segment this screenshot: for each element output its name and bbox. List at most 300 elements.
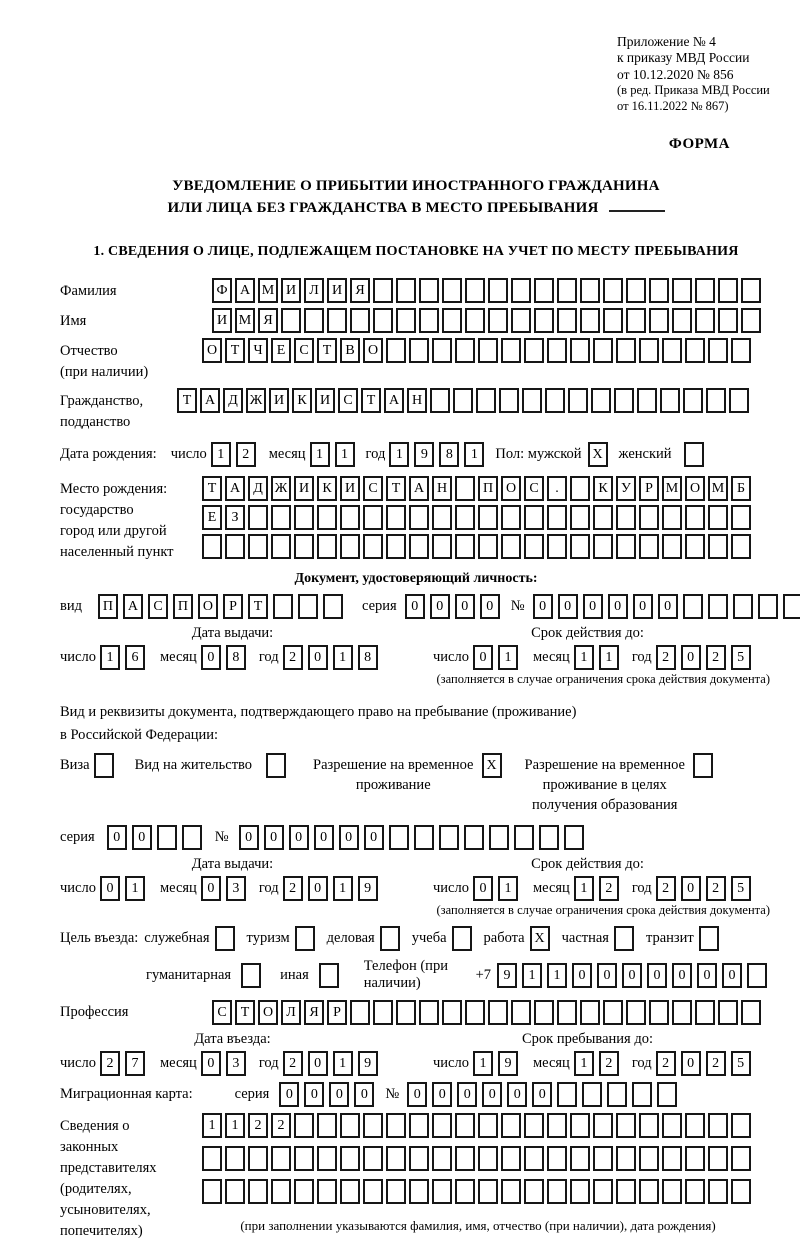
- char-cell[interactable]: [271, 1146, 291, 1171]
- char-cell[interactable]: [350, 308, 370, 333]
- char-cell[interactable]: [432, 1179, 452, 1204]
- char-cell[interactable]: О: [685, 476, 705, 501]
- char-cell[interactable]: 2: [283, 876, 303, 901]
- purpose-tourism-checkbox[interactable]: [295, 926, 318, 951]
- char-cell[interactable]: П: [98, 594, 118, 619]
- char-cell[interactable]: .: [547, 476, 567, 501]
- char-cell[interactable]: 0: [132, 825, 152, 850]
- char-cell[interactable]: 0: [572, 963, 592, 988]
- char-cell[interactable]: 0: [107, 825, 127, 850]
- char-cell[interactable]: К: [593, 476, 613, 501]
- char-cell[interactable]: 3: [226, 1051, 246, 1076]
- char-cell[interactable]: [593, 505, 613, 530]
- char-cell[interactable]: Я: [304, 1000, 324, 1025]
- char-cell[interactable]: [582, 1082, 602, 1107]
- char-cell[interactable]: А: [384, 388, 404, 413]
- char-cell[interactable]: Т: [386, 476, 406, 501]
- char-cell[interactable]: [718, 278, 738, 303]
- doc-number-cells[interactable]: [533, 594, 800, 619]
- char-cell[interactable]: [455, 505, 475, 530]
- char-cell[interactable]: [386, 505, 406, 530]
- char-cell[interactable]: [271, 534, 291, 559]
- char-cell[interactable]: 2: [248, 1113, 268, 1138]
- char-cell[interactable]: С: [148, 594, 168, 619]
- char-cell[interactable]: [396, 308, 416, 333]
- char-cell[interactable]: [741, 1000, 761, 1025]
- char-cell[interactable]: 6: [125, 645, 145, 670]
- char-cell[interactable]: [616, 505, 636, 530]
- char-cell[interactable]: 0: [533, 594, 553, 619]
- phone-cells[interactable]: [497, 963, 772, 988]
- char-cell[interactable]: [657, 1082, 677, 1107]
- char-cell[interactable]: [202, 534, 222, 559]
- char-cell[interactable]: [294, 534, 314, 559]
- issue-month-cells[interactable]: [201, 645, 251, 670]
- char-cell[interactable]: [225, 534, 245, 559]
- char-cell[interactable]: [733, 594, 753, 619]
- char-cell[interactable]: Р: [327, 1000, 347, 1025]
- char-cell[interactable]: X: [588, 442, 608, 467]
- char-cell[interactable]: [380, 926, 400, 951]
- char-cell[interactable]: [568, 388, 588, 413]
- char-cell[interactable]: 1: [310, 442, 330, 467]
- char-cell[interactable]: К: [292, 388, 312, 413]
- char-cell[interactable]: [488, 1000, 508, 1025]
- char-cell[interactable]: [386, 1113, 406, 1138]
- char-cell[interactable]: П: [173, 594, 193, 619]
- char-cell[interactable]: [626, 308, 646, 333]
- char-cell[interactable]: 0: [308, 876, 328, 901]
- char-cell[interactable]: [409, 1146, 429, 1171]
- char-cell[interactable]: [317, 1113, 337, 1138]
- char-cell[interactable]: Ф: [212, 278, 232, 303]
- char-cell[interactable]: [731, 338, 751, 363]
- char-cell[interactable]: 0: [473, 876, 493, 901]
- char-cell[interactable]: [534, 308, 554, 333]
- char-cell[interactable]: [386, 1146, 406, 1171]
- purpose-other-checkbox[interactable]: [319, 963, 342, 988]
- residence-issue-month-cells[interactable]: [201, 876, 251, 901]
- char-cell[interactable]: [731, 505, 751, 530]
- char-cell[interactable]: 1: [464, 442, 484, 467]
- char-cell[interactable]: [501, 1179, 521, 1204]
- char-cell[interactable]: [455, 476, 475, 501]
- char-cell[interactable]: 0: [432, 1082, 452, 1107]
- doc-series-cells[interactable]: [405, 594, 505, 619]
- char-cell[interactable]: [706, 388, 726, 413]
- residence-permit-checkbox[interactable]: [266, 753, 289, 778]
- char-cell[interactable]: [639, 338, 659, 363]
- char-cell[interactable]: [501, 505, 521, 530]
- char-cell[interactable]: 0: [681, 1051, 701, 1076]
- char-cell[interactable]: А: [123, 594, 143, 619]
- char-cell[interactable]: [591, 388, 611, 413]
- char-cell[interactable]: 0: [314, 825, 334, 850]
- char-cell[interactable]: [294, 505, 314, 530]
- char-cell[interactable]: [639, 505, 659, 530]
- char-cell[interactable]: [266, 753, 286, 778]
- char-cell[interactable]: 0: [532, 1082, 552, 1107]
- char-cell[interactable]: [593, 1146, 613, 1171]
- char-cell[interactable]: [524, 1113, 544, 1138]
- char-cell[interactable]: М: [235, 308, 255, 333]
- char-cell[interactable]: Ж: [246, 388, 266, 413]
- char-cell[interactable]: О: [363, 338, 383, 363]
- char-cell[interactable]: 0: [647, 963, 667, 988]
- char-cell[interactable]: 0: [457, 1082, 477, 1107]
- residence-valid-year-cells[interactable]: [656, 876, 756, 901]
- char-cell[interactable]: X: [482, 753, 502, 778]
- char-cell[interactable]: Е: [202, 505, 222, 530]
- char-cell[interactable]: 1: [100, 645, 120, 670]
- char-cell[interactable]: Б: [731, 476, 751, 501]
- char-cell[interactable]: [570, 1179, 590, 1204]
- char-cell[interactable]: [731, 1179, 751, 1204]
- purpose-private-checkbox[interactable]: [614, 926, 637, 951]
- char-cell[interactable]: [695, 1000, 715, 1025]
- char-cell[interactable]: 0: [672, 963, 692, 988]
- char-cell[interactable]: [271, 505, 291, 530]
- char-cell[interactable]: [672, 308, 692, 333]
- char-cell[interactable]: [317, 534, 337, 559]
- char-cell[interactable]: 2: [656, 1051, 676, 1076]
- char-cell[interactable]: [350, 1000, 370, 1025]
- issue-year-cells[interactable]: [283, 645, 383, 670]
- char-cell[interactable]: 0: [507, 1082, 527, 1107]
- char-cell[interactable]: [225, 1179, 245, 1204]
- char-cell[interactable]: [478, 505, 498, 530]
- valid-month-cells[interactable]: [574, 645, 624, 670]
- char-cell[interactable]: [317, 1179, 337, 1204]
- representatives-row-3[interactable]: [202, 1179, 754, 1204]
- birth-year-cells[interactable]: [389, 442, 489, 467]
- char-cell[interactable]: 2: [706, 876, 726, 901]
- char-cell[interactable]: [442, 308, 462, 333]
- char-cell[interactable]: [616, 1113, 636, 1138]
- char-cell[interactable]: 0: [239, 825, 259, 850]
- migration-series-cells[interactable]: [279, 1082, 379, 1107]
- char-cell[interactable]: [419, 308, 439, 333]
- char-cell[interactable]: [501, 1113, 521, 1138]
- char-cell[interactable]: 0: [558, 594, 578, 619]
- char-cell[interactable]: 0: [354, 1082, 374, 1107]
- residence-series-cells[interactable]: [107, 825, 207, 850]
- char-cell[interactable]: [241, 963, 261, 988]
- char-cell[interactable]: [522, 388, 542, 413]
- residence-valid-day-cells[interactable]: [473, 876, 523, 901]
- char-cell[interactable]: [662, 338, 682, 363]
- char-cell[interactable]: 0: [201, 1051, 221, 1076]
- char-cell[interactable]: [649, 1000, 669, 1025]
- char-cell[interactable]: [281, 308, 301, 333]
- purpose-official-checkbox[interactable]: [215, 926, 238, 951]
- char-cell[interactable]: [616, 338, 636, 363]
- char-cell[interactable]: [699, 926, 719, 951]
- char-cell[interactable]: [386, 338, 406, 363]
- char-cell[interactable]: [685, 534, 705, 559]
- char-cell[interactable]: [363, 505, 383, 530]
- char-cell[interactable]: [557, 1082, 577, 1107]
- char-cell[interactable]: Ч: [248, 338, 268, 363]
- char-cell[interactable]: [524, 534, 544, 559]
- char-cell[interactable]: И: [269, 388, 289, 413]
- char-cell[interactable]: А: [409, 476, 429, 501]
- char-cell[interactable]: [501, 534, 521, 559]
- char-cell[interactable]: 0: [697, 963, 717, 988]
- char-cell[interactable]: [478, 1146, 498, 1171]
- char-cell[interactable]: [783, 594, 800, 619]
- char-cell[interactable]: [294, 1146, 314, 1171]
- char-cell[interactable]: [524, 1146, 544, 1171]
- char-cell[interactable]: [614, 926, 634, 951]
- char-cell[interactable]: [455, 1146, 475, 1171]
- char-cell[interactable]: 0: [480, 594, 500, 619]
- char-cell[interactable]: [557, 278, 577, 303]
- char-cell[interactable]: [685, 1113, 705, 1138]
- char-cell[interactable]: [593, 1113, 613, 1138]
- char-cell[interactable]: 0: [201, 645, 221, 670]
- birth-day-cells[interactable]: [211, 442, 261, 467]
- char-cell[interactable]: [501, 1146, 521, 1171]
- given-name-cells[interactable]: [212, 308, 764, 333]
- char-cell[interactable]: 1: [125, 876, 145, 901]
- char-cell[interactable]: [202, 1146, 222, 1171]
- char-cell[interactable]: 0: [339, 825, 359, 850]
- char-cell[interactable]: О: [501, 476, 521, 501]
- char-cell[interactable]: Р: [223, 594, 243, 619]
- char-cell[interactable]: О: [202, 338, 222, 363]
- char-cell[interactable]: [534, 278, 554, 303]
- char-cell[interactable]: [731, 1146, 751, 1171]
- char-cell[interactable]: 0: [622, 963, 642, 988]
- char-cell[interactable]: [455, 338, 475, 363]
- char-cell[interactable]: 0: [430, 594, 450, 619]
- char-cell[interactable]: [731, 534, 751, 559]
- char-cell[interactable]: [488, 308, 508, 333]
- profession-cells[interactable]: [212, 1000, 764, 1025]
- char-cell[interactable]: [464, 825, 484, 850]
- char-cell[interactable]: 2: [236, 442, 256, 467]
- char-cell[interactable]: [758, 594, 778, 619]
- char-cell[interactable]: 0: [583, 594, 603, 619]
- char-cell[interactable]: [386, 1179, 406, 1204]
- char-cell[interactable]: [564, 825, 584, 850]
- char-cell[interactable]: [304, 308, 324, 333]
- char-cell[interactable]: [545, 388, 565, 413]
- patronymic-cells[interactable]: [202, 338, 754, 363]
- char-cell[interactable]: 0: [100, 876, 120, 901]
- char-cell[interactable]: 0: [329, 1082, 349, 1107]
- char-cell[interactable]: 0: [473, 645, 493, 670]
- char-cell[interactable]: [539, 825, 559, 850]
- char-cell[interactable]: [373, 1000, 393, 1025]
- char-cell[interactable]: [580, 1000, 600, 1025]
- char-cell[interactable]: [662, 505, 682, 530]
- char-cell[interactable]: [396, 278, 416, 303]
- visa-checkbox[interactable]: [94, 753, 117, 778]
- temp-residence-checkbox[interactable]: [482, 753, 505, 778]
- sex-female-checkbox[interactable]: [684, 442, 707, 467]
- char-cell[interactable]: [511, 278, 531, 303]
- char-cell[interactable]: [603, 1000, 623, 1025]
- char-cell[interactable]: 1: [335, 442, 355, 467]
- char-cell[interactable]: [432, 534, 452, 559]
- char-cell[interactable]: А: [200, 388, 220, 413]
- char-cell[interactable]: [478, 338, 498, 363]
- char-cell[interactable]: В: [340, 338, 360, 363]
- char-cell[interactable]: [476, 388, 496, 413]
- char-cell[interactable]: [708, 1179, 728, 1204]
- char-cell[interactable]: С: [212, 1000, 232, 1025]
- char-cell[interactable]: [501, 338, 521, 363]
- char-cell[interactable]: [319, 963, 339, 988]
- migration-number-cells[interactable]: [407, 1082, 682, 1107]
- char-cell[interactable]: [271, 1179, 291, 1204]
- char-cell[interactable]: [455, 1113, 475, 1138]
- char-cell[interactable]: [662, 534, 682, 559]
- char-cell[interactable]: [570, 338, 590, 363]
- representatives-row-2[interactable]: [202, 1146, 754, 1171]
- char-cell[interactable]: [616, 534, 636, 559]
- char-cell[interactable]: [524, 338, 544, 363]
- char-cell[interactable]: [685, 1179, 705, 1204]
- char-cell[interactable]: [294, 1113, 314, 1138]
- char-cell[interactable]: П: [478, 476, 498, 501]
- char-cell[interactable]: М: [662, 476, 682, 501]
- char-cell[interactable]: [708, 534, 728, 559]
- char-cell[interactable]: О: [258, 1000, 278, 1025]
- char-cell[interactable]: 2: [656, 645, 676, 670]
- char-cell[interactable]: [414, 825, 434, 850]
- char-cell[interactable]: 1: [574, 645, 594, 670]
- residence-number-cells[interactable]: [239, 825, 589, 850]
- char-cell[interactable]: [465, 308, 485, 333]
- char-cell[interactable]: [323, 594, 343, 619]
- char-cell[interactable]: [637, 388, 657, 413]
- char-cell[interactable]: И: [327, 278, 347, 303]
- char-cell[interactable]: [570, 1146, 590, 1171]
- char-cell[interactable]: [409, 1113, 429, 1138]
- char-cell[interactable]: [363, 1179, 383, 1204]
- char-cell[interactable]: [442, 278, 462, 303]
- char-cell[interactable]: 0: [364, 825, 384, 850]
- char-cell[interactable]: [430, 388, 450, 413]
- char-cell[interactable]: 9: [414, 442, 434, 467]
- char-cell[interactable]: [747, 963, 767, 988]
- valid-day-cells[interactable]: [473, 645, 523, 670]
- char-cell[interactable]: [639, 534, 659, 559]
- char-cell[interactable]: 9: [498, 1051, 518, 1076]
- char-cell[interactable]: 1: [522, 963, 542, 988]
- char-cell[interactable]: Д: [248, 476, 268, 501]
- char-cell[interactable]: [432, 1146, 452, 1171]
- char-cell[interactable]: [708, 1113, 728, 1138]
- char-cell[interactable]: [708, 505, 728, 530]
- char-cell[interactable]: [614, 388, 634, 413]
- char-cell[interactable]: [662, 1179, 682, 1204]
- char-cell[interactable]: [225, 1146, 245, 1171]
- char-cell[interactable]: 0: [264, 825, 284, 850]
- char-cell[interactable]: 0: [405, 594, 425, 619]
- char-cell[interactable]: Т: [317, 338, 337, 363]
- char-cell[interactable]: Т: [225, 338, 245, 363]
- char-cell[interactable]: [295, 926, 315, 951]
- char-cell[interactable]: [649, 308, 669, 333]
- char-cell[interactable]: 1: [599, 645, 619, 670]
- char-cell[interactable]: [570, 505, 590, 530]
- stay-day-cells[interactable]: [473, 1051, 523, 1076]
- char-cell[interactable]: И: [315, 388, 335, 413]
- char-cell[interactable]: [662, 1146, 682, 1171]
- char-cell[interactable]: С: [338, 388, 358, 413]
- char-cell[interactable]: [514, 825, 534, 850]
- char-cell[interactable]: [580, 308, 600, 333]
- char-cell[interactable]: 8: [358, 645, 378, 670]
- char-cell[interactable]: 1: [211, 442, 231, 467]
- char-cell[interactable]: [465, 1000, 485, 1025]
- entry-day-cells[interactable]: [100, 1051, 150, 1076]
- char-cell[interactable]: [340, 1146, 360, 1171]
- doc-kind-cells[interactable]: [98, 594, 348, 619]
- char-cell[interactable]: [685, 1146, 705, 1171]
- char-cell[interactable]: Н: [407, 388, 427, 413]
- char-cell[interactable]: [672, 1000, 692, 1025]
- char-cell[interactable]: [386, 534, 406, 559]
- char-cell[interactable]: [547, 338, 567, 363]
- char-cell[interactable]: 5: [731, 1051, 751, 1076]
- char-cell[interactable]: [639, 1179, 659, 1204]
- char-cell[interactable]: 0: [304, 1082, 324, 1107]
- char-cell[interactable]: [202, 1179, 222, 1204]
- char-cell[interactable]: Я: [258, 308, 278, 333]
- char-cell[interactable]: [662, 1113, 682, 1138]
- char-cell[interactable]: 8: [439, 442, 459, 467]
- char-cell[interactable]: И: [294, 476, 314, 501]
- char-cell[interactable]: [396, 1000, 416, 1025]
- char-cell[interactable]: [511, 1000, 531, 1025]
- char-cell[interactable]: 1: [333, 876, 353, 901]
- char-cell[interactable]: Л: [304, 278, 324, 303]
- char-cell[interactable]: [547, 505, 567, 530]
- char-cell[interactable]: И: [212, 308, 232, 333]
- valid-year-cells[interactable]: [656, 645, 756, 670]
- char-cell[interactable]: 0: [308, 1051, 328, 1076]
- char-cell[interactable]: [419, 1000, 439, 1025]
- char-cell[interactable]: [340, 1179, 360, 1204]
- citizenship-cells[interactable]: [177, 388, 752, 413]
- char-cell[interactable]: [453, 388, 473, 413]
- birth-place-row-2[interactable]: [202, 505, 754, 530]
- entry-year-cells[interactable]: [283, 1051, 383, 1076]
- char-cell[interactable]: [593, 338, 613, 363]
- char-cell[interactable]: [363, 534, 383, 559]
- char-cell[interactable]: Т: [177, 388, 197, 413]
- char-cell[interactable]: 1: [547, 963, 567, 988]
- char-cell[interactable]: [693, 753, 713, 778]
- char-cell[interactable]: [94, 753, 114, 778]
- char-cell[interactable]: [718, 1000, 738, 1025]
- char-cell[interactable]: 0: [482, 1082, 502, 1107]
- char-cell[interactable]: [488, 278, 508, 303]
- char-cell[interactable]: [708, 594, 728, 619]
- char-cell[interactable]: [695, 308, 715, 333]
- char-cell[interactable]: [626, 278, 646, 303]
- char-cell[interactable]: [626, 1000, 646, 1025]
- char-cell[interactable]: 2: [706, 645, 726, 670]
- char-cell[interactable]: [593, 534, 613, 559]
- char-cell[interactable]: [432, 338, 452, 363]
- char-cell[interactable]: [557, 1000, 577, 1025]
